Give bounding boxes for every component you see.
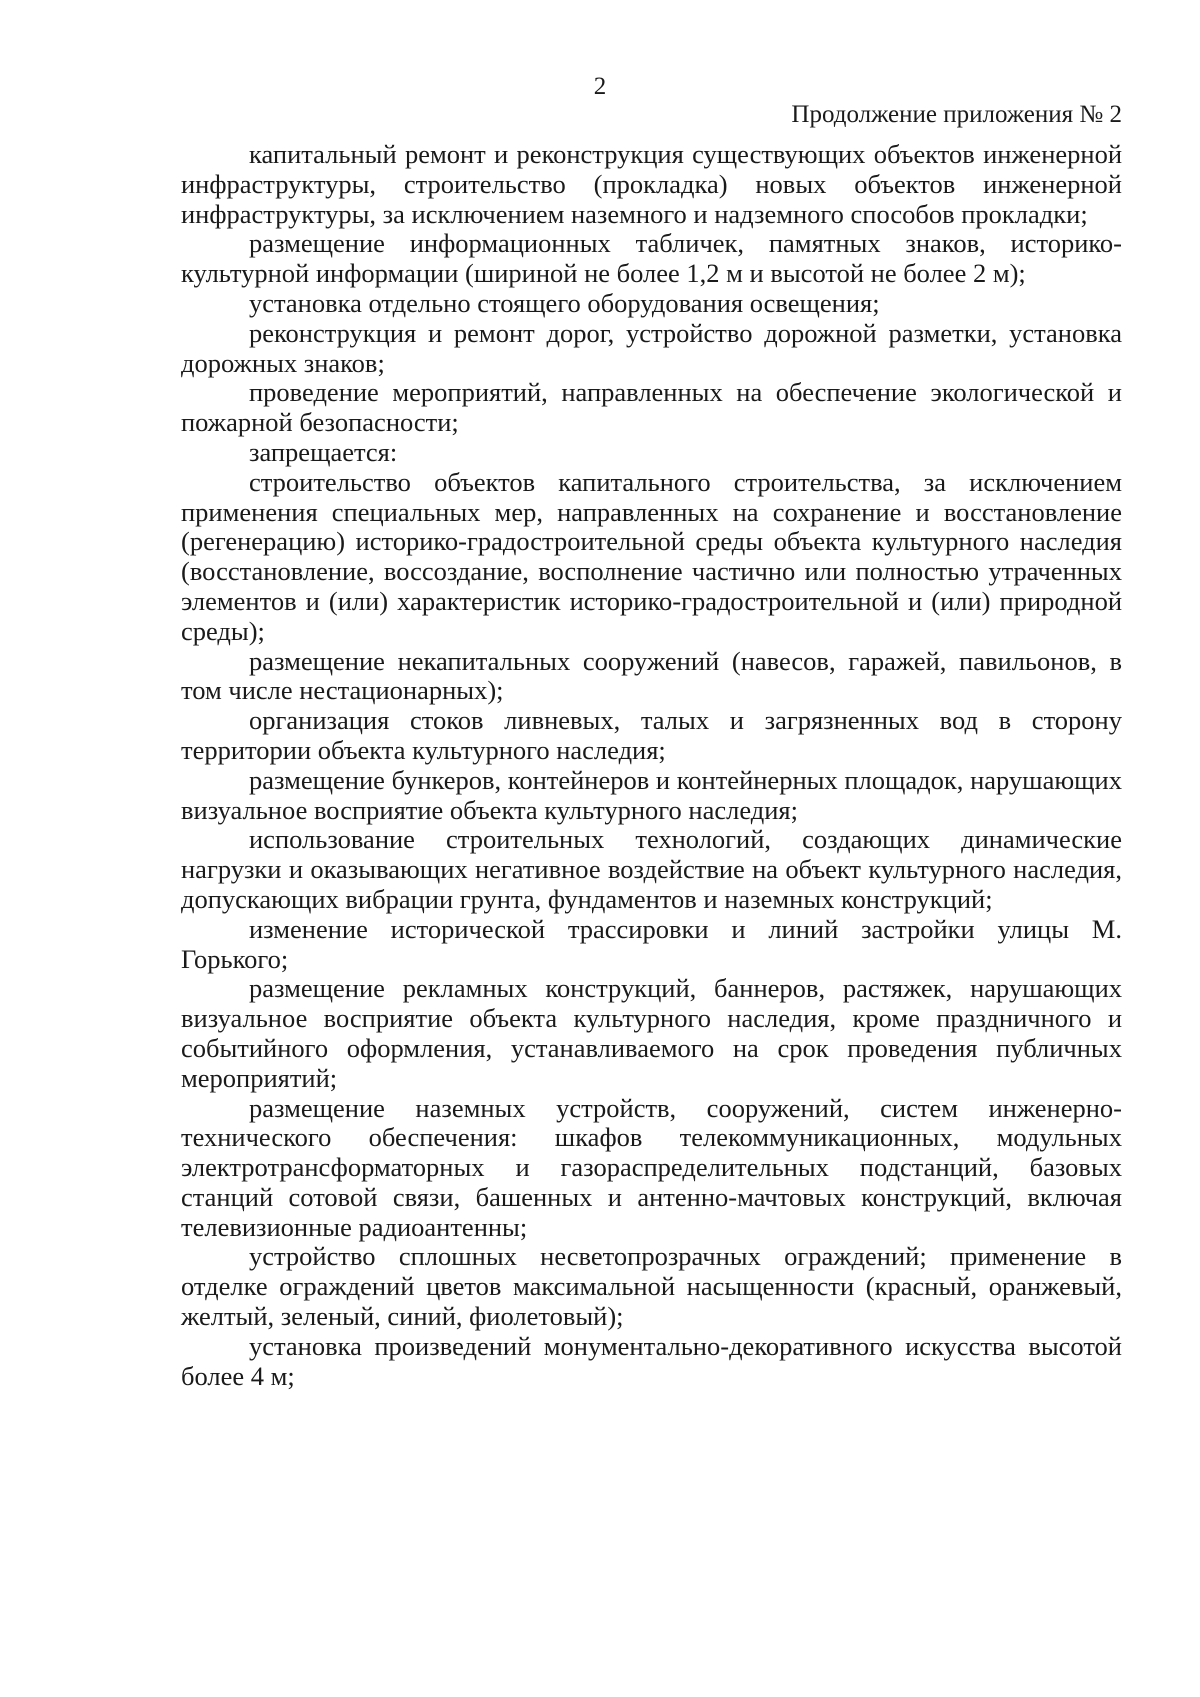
paragraph-construction-tech: использование строительных технологий, создающих динамические нагрузки и оказывающих негативное воздействие на объект культурного наследия, допускающих вибрации грунта, фундаментов и наземных конструкций; (181, 824, 1122, 914)
paragraph-fences: устройство сплошных несветопрозрачных ограждений; применение в отделке ограждений цветов максимальной насыщенности (красный, оранжевый, желтый, зеленый, синий, фиолетовый); (181, 1241, 1122, 1332)
continuation-label: Продолжение приложения № 2 (791, 101, 1122, 128)
paragraph-prohibited-heading: запрещается: (249, 436, 398, 467)
paragraph-capital-repair: капитальный ремонт и реконструкция существующих объектов инженерной инфраструктуры, строительство (прокладка) новых объектов инженерной инфраструктуры, за исключением наземного и надземного способов прокладки; (181, 139, 1122, 229)
paragraph-engineering-devices: размещение наземных устройств, сооружений, систем инженерно-технического обеспечения: шкафов телекоммуникационных, модульных электротрансформаторных и газораспределительных подстанций, базовых станций сотовой связи, башенных и антенно-мачтовых конструкций, включая телевизионные радиоантенны; (181, 1092, 1122, 1242)
paragraph-non-capital-structures: размещение некапитальных сооружений (навесов, гаражей, павильонов, в том числе нестационарных); (181, 645, 1122, 706)
paragraph-bunkers: размещение бункеров, контейнеров и контейнерных площадок, нарушающих визуальное восприятие объекта культурного наследия; (181, 764, 1122, 825)
paragraph-info-plaques: размещение информационных табличек, памятных знаков, историко-культурной информации (шириной не более 1,2 м и высотой не более 2 м); (181, 228, 1122, 289)
document-body (181, 140, 1122, 1391)
paragraph-drainage: организация стоков ливневых, талых и загрязненных вод в сторону территории объекта культурного наследия; (181, 705, 1122, 765)
paragraph-street-tracing: изменение исторической трассировки и линий застройки улицы М. Горького; (181, 913, 1122, 974)
paragraph-advertising: размещение рекламных конструкций, баннеров, растяжек, нарушающих визуальное восприятие объекта культурного наследия, кроме праздничного и событийного оформления, устанавливаемого на срок проведения публичных мероприятий; (181, 973, 1122, 1093)
paragraph-monuments: установка произведений монументально-декоративного искусства высотой более 4 м; (181, 1330, 1122, 1391)
paragraph-safety: проведение мероприятий, направленных на обеспечение экологической и пожарной безопасности; (181, 377, 1122, 438)
paragraph-capital-construction: строительство объектов капитального строительства, за исключением применения специальных мер, направленных на сохранение и восстановление (регенерацию) историко-градостроительной среды объекта культурного наследия (восстановление, воссоздание, восполнение частично или полностью утраченных элементов и (или) характеристик историко-градостроительной и (или) природной среды); (181, 466, 1122, 646)
paragraph-roads: реконструкция и ремонт дорог, устройство дорожной разметки, установка дорожных знаков; (181, 317, 1122, 378)
paragraph-lighting: установка отдельно стоящего оборудования освещения; (249, 287, 880, 318)
page-number: 2 (593, 73, 607, 100)
